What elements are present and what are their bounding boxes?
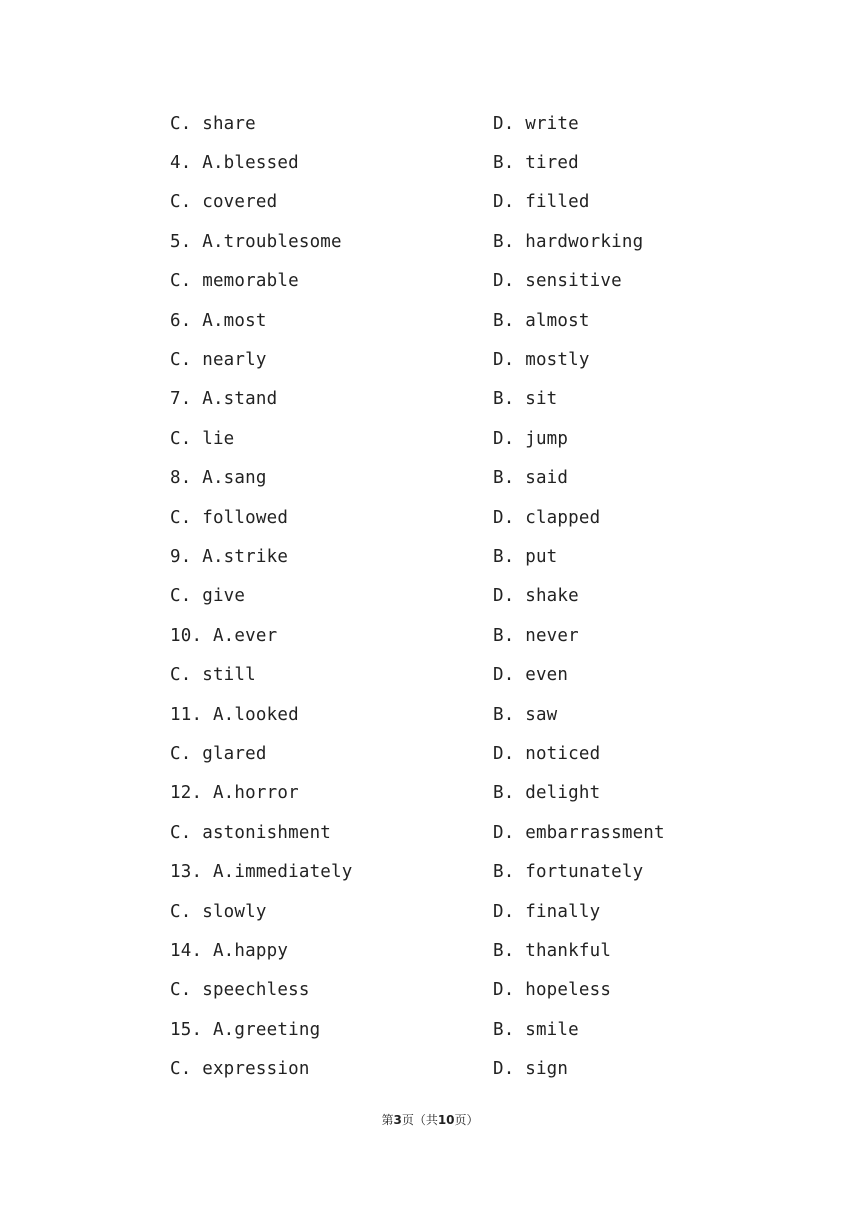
footer-total-pages: 10 bbox=[437, 1113, 455, 1127]
option-row bbox=[170, 852, 790, 891]
option-row bbox=[170, 971, 790, 1010]
option-left: 12. A.horror bbox=[170, 783, 299, 804]
option-row bbox=[170, 616, 790, 655]
option-left: C. share bbox=[170, 113, 256, 134]
option-row bbox=[170, 1010, 790, 1049]
footer-page-number: 3 bbox=[393, 1113, 402, 1127]
option-right: B. tired bbox=[493, 153, 579, 174]
option-left: C. speechless bbox=[170, 980, 310, 1001]
option-row bbox=[170, 695, 790, 734]
option-row bbox=[170, 537, 790, 576]
option-left: C. give bbox=[170, 586, 246, 607]
option-row bbox=[170, 459, 790, 498]
option-row bbox=[170, 143, 790, 182]
option-left: C. slowly bbox=[170, 901, 267, 922]
options-list bbox=[170, 104, 790, 1089]
option-right: B. delight bbox=[493, 783, 601, 804]
option-left: 14. A.happy bbox=[170, 940, 289, 961]
option-right: D. even bbox=[493, 665, 569, 686]
option-right: B. never bbox=[493, 625, 579, 646]
option-row bbox=[170, 104, 790, 143]
option-left: 4. A.blessed bbox=[170, 153, 299, 174]
page-footer bbox=[0, 1111, 860, 1128]
option-right: D. filled bbox=[493, 192, 590, 213]
option-left: 15. A.greeting bbox=[170, 1019, 321, 1040]
option-right: D. clapped bbox=[493, 507, 601, 528]
footer-middle: 页（共 bbox=[401, 1113, 438, 1127]
option-left: C. nearly bbox=[170, 350, 267, 371]
option-right: B. hardworking bbox=[493, 231, 644, 252]
option-row bbox=[170, 301, 790, 340]
option-right: B. sit bbox=[493, 389, 558, 410]
option-left: 10. A.ever bbox=[170, 625, 278, 646]
option-right: D. noticed bbox=[493, 743, 601, 764]
option-right: B. saw bbox=[493, 704, 558, 725]
option-left: C. glared bbox=[170, 743, 267, 764]
option-row bbox=[170, 734, 790, 773]
option-row bbox=[170, 774, 790, 813]
option-left: 7. A.stand bbox=[170, 389, 278, 410]
option-row bbox=[170, 892, 790, 931]
option-right: D. mostly bbox=[493, 350, 590, 371]
option-left: 8. A.sang bbox=[170, 468, 267, 489]
option-right: B. put bbox=[493, 546, 558, 567]
option-row bbox=[170, 931, 790, 970]
option-left: 11. A.looked bbox=[170, 704, 299, 725]
option-row bbox=[170, 262, 790, 301]
option-row bbox=[170, 340, 790, 379]
option-left: C. followed bbox=[170, 507, 289, 528]
option-left: 13. A.immediately bbox=[170, 862, 353, 883]
option-row bbox=[170, 577, 790, 616]
option-left: C. memorable bbox=[170, 271, 299, 292]
option-row bbox=[170, 380, 790, 419]
option-right: D. write bbox=[493, 113, 579, 134]
option-left: 6. A.most bbox=[170, 310, 267, 331]
option-left: C. covered bbox=[170, 192, 278, 213]
option-right: D. hopeless bbox=[493, 980, 612, 1001]
option-row bbox=[170, 419, 790, 458]
option-row bbox=[170, 655, 790, 694]
option-right: D. embarrassment bbox=[493, 822, 665, 843]
option-right: B. almost bbox=[493, 310, 590, 331]
footer-prefix: 第 bbox=[381, 1113, 394, 1127]
footer-suffix: 页） bbox=[454, 1113, 479, 1127]
option-left: C. lie bbox=[170, 428, 235, 449]
option-row bbox=[170, 222, 790, 261]
option-row bbox=[170, 498, 790, 537]
option-left: C. expression bbox=[170, 1059, 310, 1080]
option-right: D. shake bbox=[493, 586, 579, 607]
option-right: B. fortunately bbox=[493, 862, 644, 883]
option-right: D. sign bbox=[493, 1059, 569, 1080]
option-row bbox=[170, 1049, 790, 1088]
option-right: D. finally bbox=[493, 901, 601, 922]
option-right: B. smile bbox=[493, 1019, 579, 1040]
option-left: 9. A.strike bbox=[170, 546, 289, 567]
option-right: B. said bbox=[493, 468, 569, 489]
option-right: B. thankful bbox=[493, 940, 612, 961]
option-right: D. jump bbox=[493, 428, 569, 449]
option-left: C. still bbox=[170, 665, 256, 686]
option-row bbox=[170, 813, 790, 852]
option-left: C. astonishment bbox=[170, 822, 332, 843]
option-right: D. sensitive bbox=[493, 271, 622, 292]
option-left: 5. A.troublesome bbox=[170, 231, 342, 252]
option-row bbox=[170, 183, 790, 222]
